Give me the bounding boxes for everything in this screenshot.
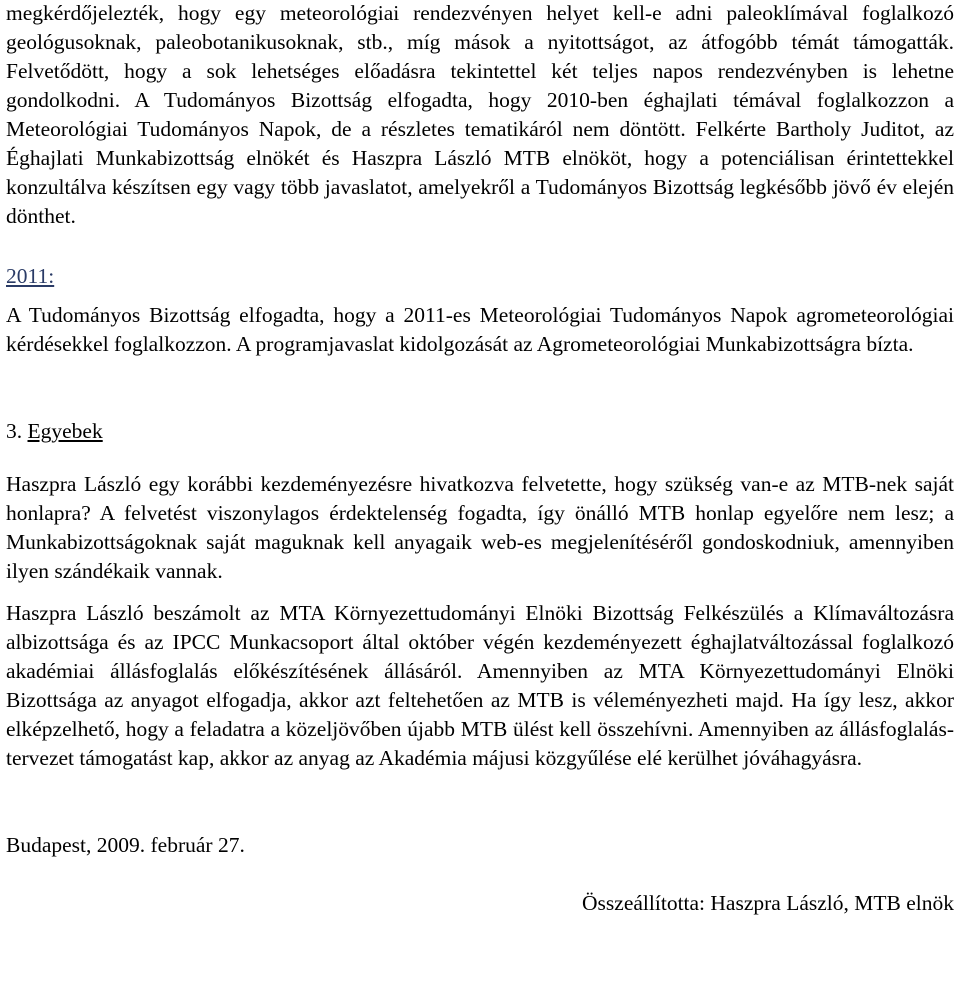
date-line: Budapest, 2009. február 27.	[6, 833, 245, 857]
section-title: Egyebek	[27, 419, 103, 443]
intro-paragraph: megkérdőjelezték, hogy egy meteorológiai rendezvényen helyet kell-e adni paleoklímával foglalkozó geológusoknak, paleobotanikusoknak, stb., míg mások a nyitottságot, az átfogóbb témát támogatták. Felvetődött, hogy a sok lehetséges előadásra tekintettel két teljes napos rendezvényben is lehetne gondolkodni. A Tudományos Bizottság elfogadta, hogy 2010-ben éghajlati témával foglalkozzon a Meteorológiai Tudományos Napok, de a részletes tematikáról nem döntött. Felkérte Bartholy Juditot, az Éghajlati Munkabizottság elnökét és Haszpra László MTB elnököt, hogy a potenciálisan érintettekkel konzultálva készítsen egy vagy több javaslatot, amelyekről a Tudományos Bizottság legkésőbb jövő év elején dönthet.	[6, 1, 954, 228]
section-number: 3.	[6, 419, 23, 443]
egyebek-paragraph-2: Haszpra László beszámolt az MTA Környezettudományi Elnöki Bizottság Felkészülés a Klímaváltozásra albizottsága és az IPCC Munkacsoport által október végén kezdeményezett éghajlatváltozással foglalkozó akadémiai állásfoglalás előkészítésének állásáról. Amennyiben az MTA Környezettudományi Elnöki Bizottsága az anyagot elfogadja, akkor azt feltehetően az MTB is véleményezheti majd. Ha így lesz, akkor elképzelhető, hogy a feladatra a közeljövőben újabb MTB ülést kell összehívni. Amennyiben az állásfoglalás-tervezet támogatást kap, akkor az anyag az Akadémia májusi közgyűlése elé kerülhet jóváhagyásra.	[6, 601, 954, 770]
signature-line: Összeállította: Haszpra László, MTB elnök	[582, 891, 954, 915]
year-2011-paragraph: A Tudományos Bizottság elfogadta, hogy a 2011-es Meteorológiai Tudományos Napok agrometeorológiai kérdésekkel foglalkozzon. A programjavaslat kidolgozását az Agrometeorológiai Munkabizottságra bízta.	[6, 303, 954, 356]
egyebek-paragraph-1: Haszpra László egy korábbi kezdeményezésre hivatkozva felvetette, hogy szükség van-e az MTB-nek saját honlapra? A felvetést viszonylagos érdektelenség fogadta, így önálló MTB honlap egyelőre nem lesz; a Munkabizottságoknak saját maguknak kell anyagaik web-es megjelenítéséről gondoskodniuk, amennyiben ilyen szándékaik vannak.	[6, 472, 954, 583]
year-2011-heading: 2011:	[6, 264, 55, 288]
section-heading-egyebek	[6, 417, 954, 446]
document-page	[6, 0, 954, 918]
